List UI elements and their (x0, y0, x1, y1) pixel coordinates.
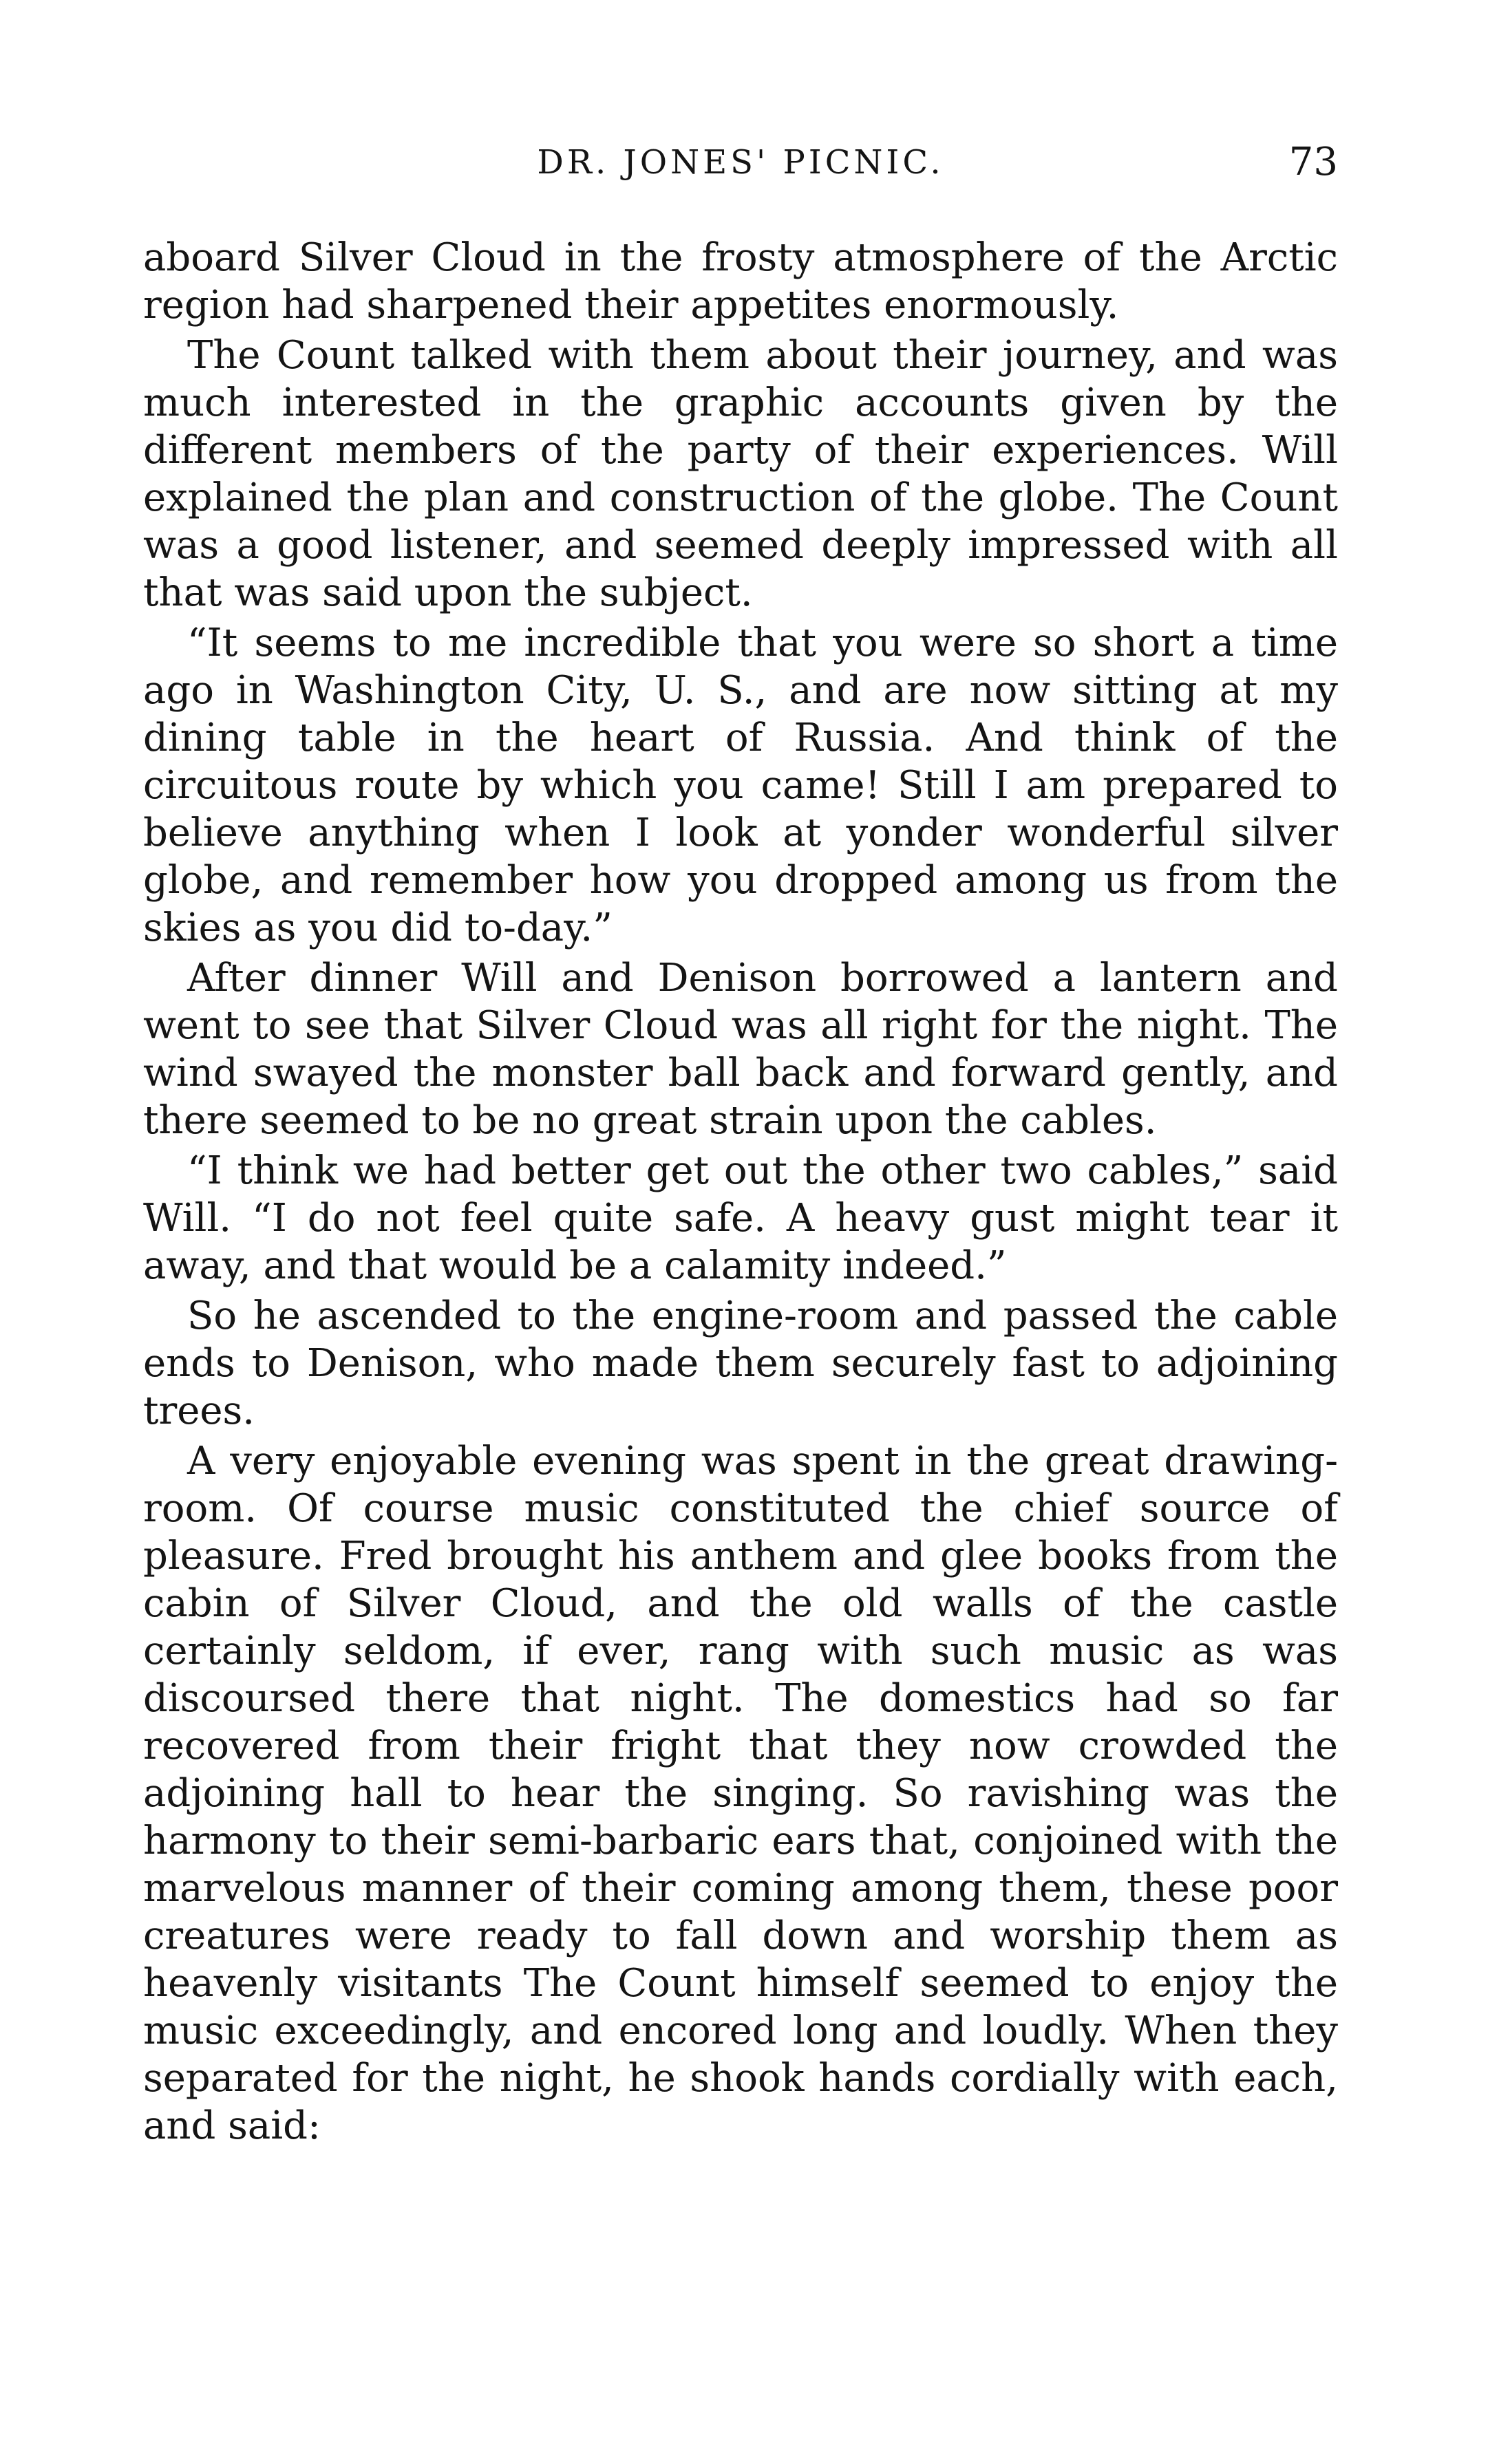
paragraph: After dinner Will and Denison borrowed a lantern and went to see that Silver Cloud was all right for the night. The wind swayed the monster ball back and forward gently, and there seemed to be no great strain upon the cables. (143, 956, 1338, 1143)
page-number: 73 (1288, 140, 1338, 184)
paragraph: aboard Silver Cloud in the frosty atmosphere of the Arctic region had sharpened their appetites enormously. (143, 235, 1338, 328)
paragraph: “It seems to me incredible that you were so short a time ago in Washington City, U. S., and are now sitting at my dining table in the heart of Russia. And think of the circuitous route by which you came! Still I am prepared to believe anything when I look at yonder wonderful silver globe, and remember how you dropped among us from the skies as you did to-day.” (143, 621, 1338, 950)
paragraph: A very enjoyable evening was spent in the great drawing-room. Of course music constituted the chief source of pleasure. Fred brought his anthem and glee books from the cabin of Silver Cloud, and the old walls of the castle certainly seldom, if ever, rang with such music as was discoursed there that night. The domestics had so far recovered from their fright that they now crowded the adjoining hall to hear the singing. So ravishing was the harmony to their semi-barbaric ears that, conjoined with the marvelous manner of their coming among them, these poor creatures were ready to fall down and worship them as heavenly visitants The Count himself seemed to enjoy the music exceedingly, and encored long and loudly. When they separated for the night, he shook hands cordially with each, and said: (143, 1439, 1338, 2148)
running-head (143, 135, 1338, 190)
running-title: DR. JONES' PICNIC. (537, 143, 944, 182)
paragraph: “I think we had better get out the other two cables,” said Will. “I do not feel quite safe. A heavy gust might tear it away, and that would be a calamity indeed.” (143, 1148, 1338, 1288)
paragraph: So he ascended to the engine-room and passed the cable ends to Denison, who made them securely fast to adjoining trees. (143, 1294, 1338, 1433)
body-text (143, 234, 1338, 2152)
paragraph: The Count talked with them about their journey, and was much interested in the graphic accounts given by the different members of the party of their experiences. Will explained the plan and construction of the globe. The Count was a good listener, and seemed deeply impressed with all that was said upon the subject. (143, 333, 1338, 615)
